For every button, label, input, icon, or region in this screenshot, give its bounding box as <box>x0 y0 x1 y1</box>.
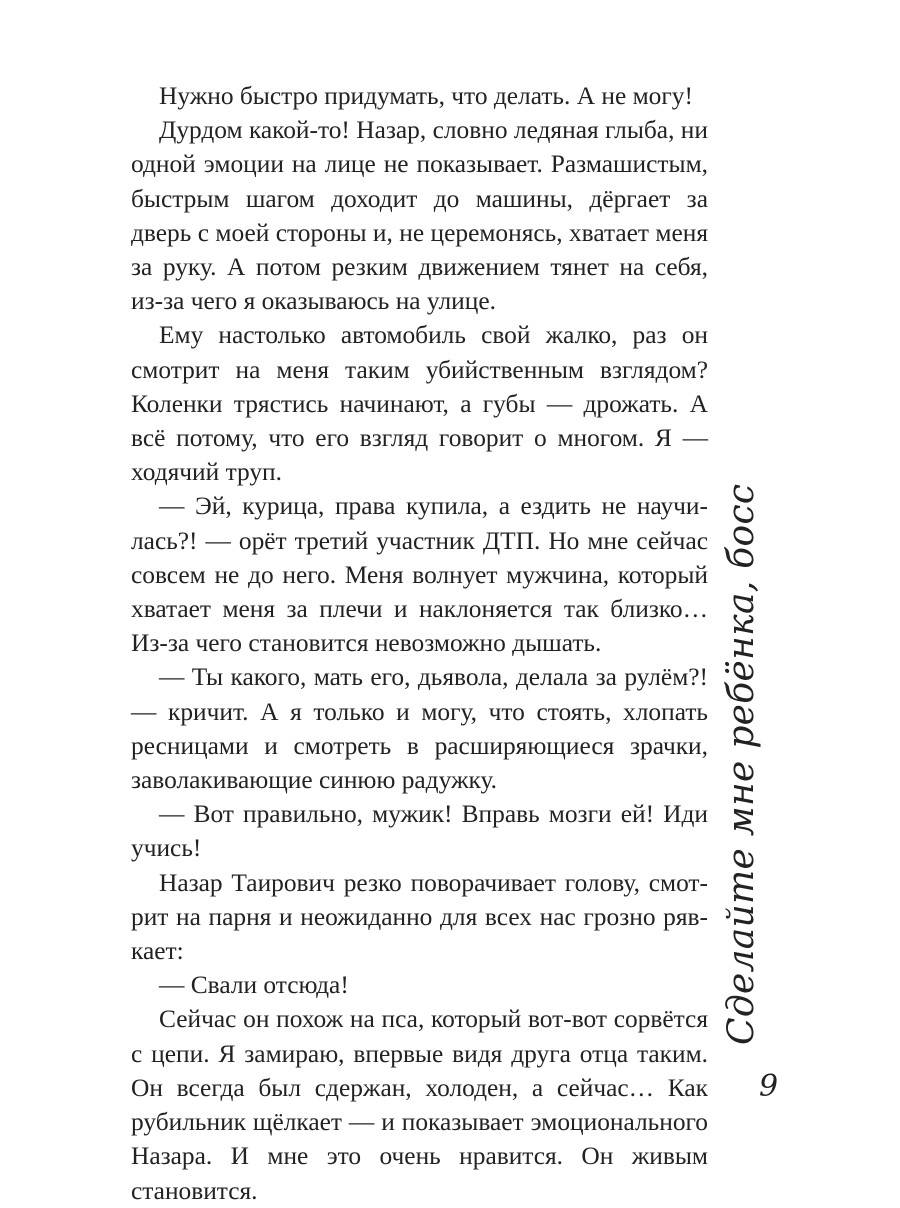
running-title: Сделайте мне ребёнка, босс <box>721 483 762 1045</box>
paragraph-3: Ему настолько автомобиль свой жалко, раз он смотрит на меня таким убийственным взглядом? Коленки трястись начинают, а губы — дрожать. А всё потому, что его взгляд говорит о многом. Я — ходячий труп. <box>131 321 708 487</box>
paragraph-8: — Свали отсюда! <box>159 971 349 1000</box>
paragraph-1: Нужно быстро придумать, что делать. А не могу! <box>159 82 693 110</box>
paragraph-4: — Эй, курица, права купила, а ездить не научилась?! — орёт третий участник ДТП. Но мне сейчас совсем не до него. Меня волнует мужчина, который хватает меня за плечи и наклоняется так близко… Из-за чего становится невозможно дышать. <box>131 492 708 658</box>
paragraph-5: — Ты какого, мать его, дьявола, делала за рулём?! — кричит. А я только и могу, что стоять, хлопать ресницами и смотреть в расширяющиеся зрачки, заволакивающие синюю радужку. <box>131 663 708 795</box>
paragraph-7: Назар Таирович резко поворачивает голову, смотрит на парня и неожиданно для всех нас грозно рявкает: <box>131 868 708 966</box>
page-number: 9 <box>759 1069 779 1104</box>
paragraph-6: — Вот правильно, мужик! Вправь мозги ей! Иди учись! <box>131 800 708 863</box>
paragraph-9: Сейчас он похож на пса, который вот-вот сорвётся с цепи. Я замираю, впервые видя друга отца таким. Он всегда был сдержан, холоден, а сейчас… Как рубильник щёлкает — и показывает эмоционального Назара. И мне это очень нравится. Он живым становится. <box>131 1005 708 1205</box>
body-text <box>131 79 708 1208</box>
paragraph-2: Дурдом какой-то! Назар, словно ледяная глыба, ни одной эмоции на лице не показывает. Размашистым, быстрым шагом доходит до машины, дёргает за дверь с моей стороны и, не церемонясь, хватает меня за руку. А потом резким движением тянет на себя, из-за чего я оказываюсь на улице. <box>131 116 708 316</box>
